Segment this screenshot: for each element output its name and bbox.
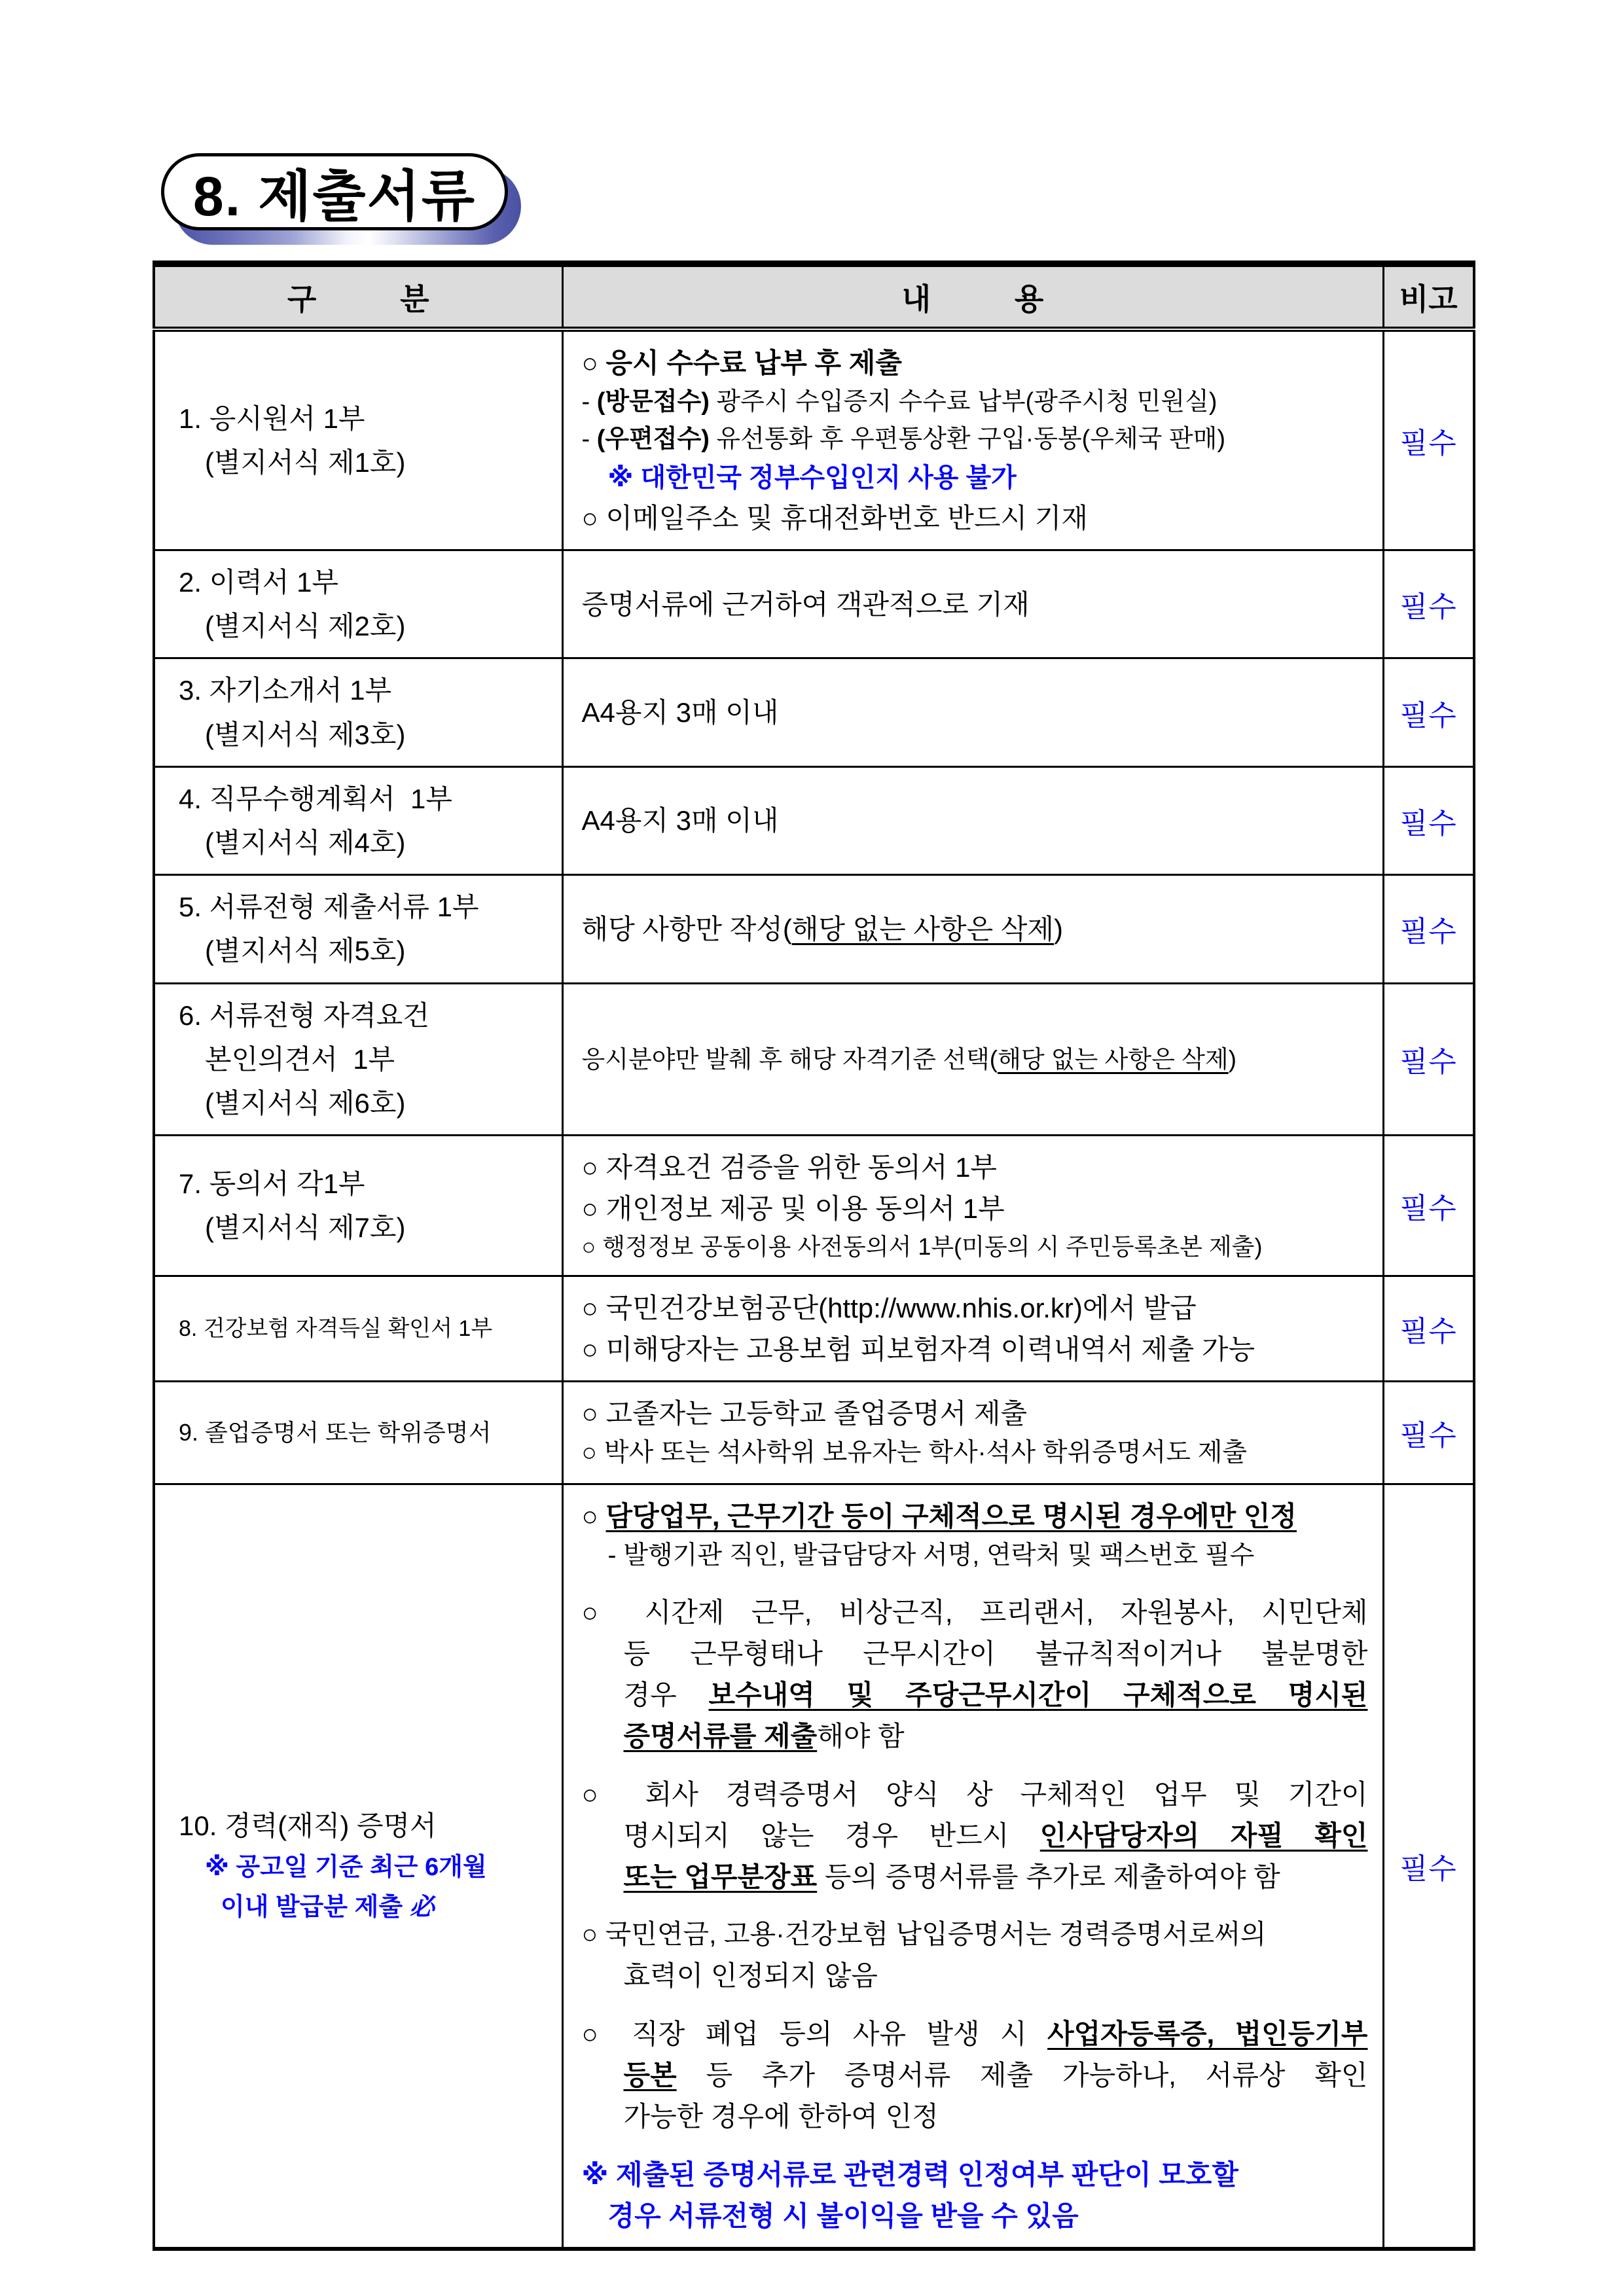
required-badge: 필수: [1399, 1419, 1457, 1452]
text-line: [582, 584, 1368, 625]
text-segment: -: [581, 388, 597, 416]
category-cell: [154, 766, 562, 874]
category-cell: [154, 550, 562, 658]
text-segment: 경우 서류전형 시 불이익을 받을 수 있음: [607, 2200, 1079, 2231]
required-badge: 필수: [1399, 1852, 1457, 1885]
text-segment: - 발행기관 직인, 발급담당자 서명, 연락처 및 팩스번호 필수: [607, 1541, 1255, 1570]
table-row: [154, 658, 1474, 766]
text-line: [582, 692, 1368, 733]
text-segment: 해당 없는 사항은 삭제: [998, 1045, 1229, 1073]
text-line: [582, 800, 1368, 841]
text-segment: 등 근무형태나 근무시간이 불규칙적이거나 불분명한: [623, 1638, 1368, 1670]
text-line: [608, 1537, 1368, 1575]
text-segment: (별지서식 제4호): [205, 827, 406, 858]
required-badge: 필수: [1399, 1316, 1457, 1348]
required-badge: 필수: [1399, 591, 1457, 624]
text-line: [582, 1393, 1368, 1434]
text-line: [205, 1037, 554, 1081]
text-line: [582, 1496, 1368, 1537]
text-segment: 8. 건강보험 자격득실 확인서 1부: [179, 1316, 493, 1341]
text-segment: ※ 대한민국 정부수입인지 사용 불가: [607, 463, 1017, 492]
text-segment: (별지서식 제1호): [205, 447, 406, 478]
text-line: [582, 497, 1368, 539]
text-segment: 3. 자기소개서 1부: [179, 675, 392, 706]
category-cell: [154, 329, 562, 550]
table-row: [154, 550, 1474, 658]
text-segment: A4용지 3매 이내: [581, 697, 779, 728]
text-line: [624, 1633, 1368, 1674]
text-line: [624, 2054, 1368, 2096]
note-cell: [1383, 1276, 1474, 1382]
text-segment: 본인의견서 1부: [205, 1043, 395, 1075]
required-badge: 필수: [1399, 916, 1457, 948]
text-line: [179, 1804, 554, 1848]
text-segment: ○ 국민연금, 고용·건강보험 납입증명서는 경력증명서로써의: [581, 1919, 1267, 1950]
text-segment: 10. 경력(재직) 증명서: [179, 1810, 437, 1842]
content-cell: [562, 1382, 1383, 1484]
text-segment: 보수내역 및 주당근무시간이 구체적으로 명시된: [708, 1679, 1368, 1711]
text-segment: 또는 업무분장표: [623, 1861, 818, 1893]
text-line: [582, 1914, 1368, 1955]
text-segment: 6. 서류전형 자격요건: [179, 999, 429, 1031]
table-row: [154, 1484, 1474, 2249]
content-cell: [562, 766, 1383, 874]
note-cell: [1383, 550, 1474, 658]
text-line: [582, 342, 1368, 384]
category-cell: [154, 1382, 562, 1484]
content-cell: [562, 1276, 1383, 1382]
text-line: [608, 2195, 1368, 2236]
table-row: [154, 1276, 1474, 1382]
text-segment: ※ 공고일 기준 최근 6개월: [205, 1854, 487, 1882]
content-cell: [562, 658, 1383, 766]
text-line: [582, 1287, 1368, 1329]
note-cell: [1383, 875, 1474, 983]
text-line: [582, 1774, 1368, 1815]
text-segment: ○ 회사 경력증명서 양식 상 구체적인 업무 및 기간이: [581, 1779, 1368, 1810]
text-segment: 광주시 수입증지 수수료 납부(광주시청 민원실): [709, 388, 1218, 416]
text-segment: (별지서식 제7호): [205, 1212, 406, 1244]
content-cell: [562, 329, 1383, 550]
text-line: [179, 1311, 554, 1346]
text-segment: ○ 이메일주소 및 휴대전화번호 반드시 기재: [581, 503, 1088, 533]
text-segment: ○ 자격요건 검증을 위한 동의서 1부: [581, 1152, 998, 1183]
text-segment: ○: [581, 1500, 606, 1532]
content-cell: [562, 875, 1383, 983]
table-row: [154, 766, 1474, 874]
table-row: [154, 1382, 1474, 1484]
note-cell: [1383, 658, 1474, 766]
text-line: [205, 604, 554, 648]
content-cell: [562, 550, 1383, 658]
text-line: [582, 2154, 1368, 2195]
text-line: [608, 458, 1368, 497]
text-line: [582, 1329, 1368, 1370]
text-segment: 효력이 인정되지 않음: [623, 1960, 878, 1991]
text-segment: 명시되지 않는 경우 반드시: [623, 1820, 1040, 1852]
text-segment: 응시분야만 발췌 후 해당 자격기준 선택(: [581, 1045, 998, 1073]
table-body: [154, 329, 1474, 2249]
text-segment: (별지서식 제3호): [205, 719, 406, 750]
text-line: [179, 777, 554, 821]
text-line: [582, 384, 1368, 421]
text-segment: 해야 함: [817, 1721, 905, 1752]
text-segment: ※ 제출된 증명서류로 관련경력 인정여부 판단이 모호할: [581, 2159, 1238, 2190]
section-title-badge: [161, 153, 508, 230]
text-line: [179, 1414, 554, 1452]
text-segment: ): [1228, 1045, 1236, 1073]
text-segment: 응시 수수료 납부 후 제출: [605, 348, 902, 378]
text-segment: 2. 이력서 1부: [179, 567, 339, 598]
text-line: [179, 994, 554, 1037]
category-cell: [154, 658, 562, 766]
text-segment: 必: [409, 1893, 435, 1922]
text-segment: 해당 사항만 작성(: [581, 913, 792, 944]
text-line: [624, 1715, 1368, 1757]
text-line: [582, 421, 1368, 458]
text-segment: 4. 직무수행계획서 1부: [179, 783, 452, 814]
text-line: [205, 1848, 554, 1888]
text-line: [582, 908, 1368, 950]
table-row: [154, 329, 1474, 550]
text-line: [624, 1674, 1368, 1715]
text-line: [582, 1229, 1368, 1265]
text-line: [205, 821, 554, 865]
text-segment: ○ 미해당자는 고용보험 피보험자격 이력내역서 제출 가능: [581, 1334, 1255, 1365]
text-line: [582, 1147, 1368, 1188]
text-segment: A4용지 3매 이내: [581, 805, 779, 836]
required-badge: 필수: [1399, 1046, 1457, 1079]
table-row: [154, 1136, 1474, 1276]
text-segment: ○ 박사 또는 석사학위 보유자는 학사·석사 학위증명서도 제출: [581, 1439, 1248, 1467]
text-line: [179, 1162, 554, 1206]
text-line: [624, 1856, 1368, 1897]
text-segment: (방문접수): [596, 388, 710, 416]
required-badge: 필수: [1399, 427, 1457, 459]
text-segment: 사업자등록증, 법인등기부: [1047, 2018, 1368, 2049]
text-line: [205, 1206, 554, 1249]
text-line: [582, 1041, 1368, 1078]
text-line: [221, 1888, 554, 1928]
text-segment: 인사담당자의 자필 확인: [1039, 1820, 1368, 1852]
required-badge: 필수: [1399, 1193, 1457, 1225]
text-line: [582, 1434, 1368, 1473]
content-cell: [562, 983, 1383, 1136]
text-segment: 9. 졸업증명서 또는 학위증명서: [179, 1419, 492, 1446]
header-row: [154, 264, 1474, 329]
header-note: 비고: [1383, 264, 1474, 329]
text-line: [205, 1081, 554, 1125]
category-cell: [154, 1136, 562, 1276]
text-segment: 가능한 경우에 한하여 인정: [623, 2100, 939, 2132]
documents-table: [153, 260, 1475, 2251]
note-cell: [1383, 329, 1474, 550]
text-segment: 1. 응시원서 1부: [179, 403, 365, 434]
text-line: [179, 668, 554, 712]
text-segment: 이내 발급분 제출: [221, 1893, 410, 1922]
text-line: [179, 885, 554, 929]
category-cell: [154, 1484, 562, 2249]
text-segment: ): [1054, 913, 1063, 944]
text-segment: 등 추가 증명서류 제출 가능하나, 서류상 확인: [676, 2059, 1368, 2090]
text-segment: 해당 없는 사항은 삭제: [791, 913, 1054, 944]
category-cell: [154, 983, 562, 1136]
text-segment: ○ 고졸자는 고등학교 졸업증명서 제출: [581, 1398, 1028, 1429]
text-line: [582, 1592, 1368, 1633]
note-cell: [1383, 1382, 1474, 1484]
text-line: [205, 713, 554, 757]
text-line: [179, 397, 554, 440]
content-cell: [562, 1484, 1383, 2249]
text-segment: 7. 동의서 각1부: [179, 1168, 365, 1199]
text-segment: ○ 직장 폐업 등의 사유 발생 시: [581, 2018, 1048, 2049]
required-badge: 필수: [1399, 699, 1457, 732]
text-line: [582, 2013, 1368, 2054]
text-segment: ○ 국민건강보험공단(http://www.nhis.or.kr)에서 발급: [581, 1293, 1197, 1324]
text-line: [624, 2096, 1368, 2137]
text-segment: 5. 서류전형 제출서류 1부: [179, 891, 479, 923]
text-segment: -: [581, 425, 597, 453]
text-segment: 경우: [623, 1679, 709, 1711]
text-line: [205, 929, 554, 973]
note-cell: [1383, 1136, 1474, 1276]
text-segment: 등의 증명서류를 추가로 제출하여야 함: [817, 1861, 1280, 1893]
text-segment: ○: [581, 348, 606, 378]
text-segment: (별지서식 제2호): [205, 611, 406, 642]
text-segment: 등본: [623, 2059, 677, 2090]
header-content: 내 용: [562, 264, 1383, 329]
category-cell: [154, 875, 562, 983]
text-segment: ○ 개인정보 제공 및 이용 동의서 1부: [581, 1193, 1005, 1225]
text-segment: 증명서류를 제출: [623, 1721, 818, 1752]
text-line: [179, 560, 554, 604]
content-cell: [562, 1136, 1383, 1276]
text-line: [582, 1188, 1368, 1229]
text-segment: 담당업무, 근무기간 등이 구체적으로 명시된 경우에만 인정: [605, 1500, 1297, 1532]
note-cell: [1383, 766, 1474, 874]
text-segment: (우편접수): [596, 425, 710, 453]
text-segment: (별지서식 제5호): [205, 935, 406, 967]
page-title-text: 8. 제출서류: [193, 165, 476, 227]
category-cell: [154, 1276, 562, 1382]
text-line: [624, 1955, 1368, 1996]
note-cell: [1383, 1484, 1474, 2249]
table-row: [154, 875, 1474, 983]
text-segment: 유선통화 후 우편통상환 구입·동봉(우체국 판매): [709, 425, 1226, 453]
text-line: [624, 1815, 1368, 1856]
note-cell: [1383, 983, 1474, 1136]
text-line: [205, 440, 554, 484]
text-segment: 증명서류에 근거하여 객관적으로 기재: [581, 588, 1030, 620]
page-title: [161, 153, 508, 230]
header-category: 구 분: [154, 264, 562, 329]
text-segment: (별지서식 제6호): [205, 1087, 406, 1119]
required-badge: 필수: [1399, 807, 1457, 840]
text-segment: ○ 행정정보 공동이용 사전동의서 1부(미동의 시 주민등록초본 제출): [581, 1233, 1263, 1261]
text-segment: ○ 시간제 근무, 비상근직, 프리랜서, 자원봉사, 시민단체: [581, 1597, 1368, 1628]
table-row: [154, 983, 1474, 1136]
